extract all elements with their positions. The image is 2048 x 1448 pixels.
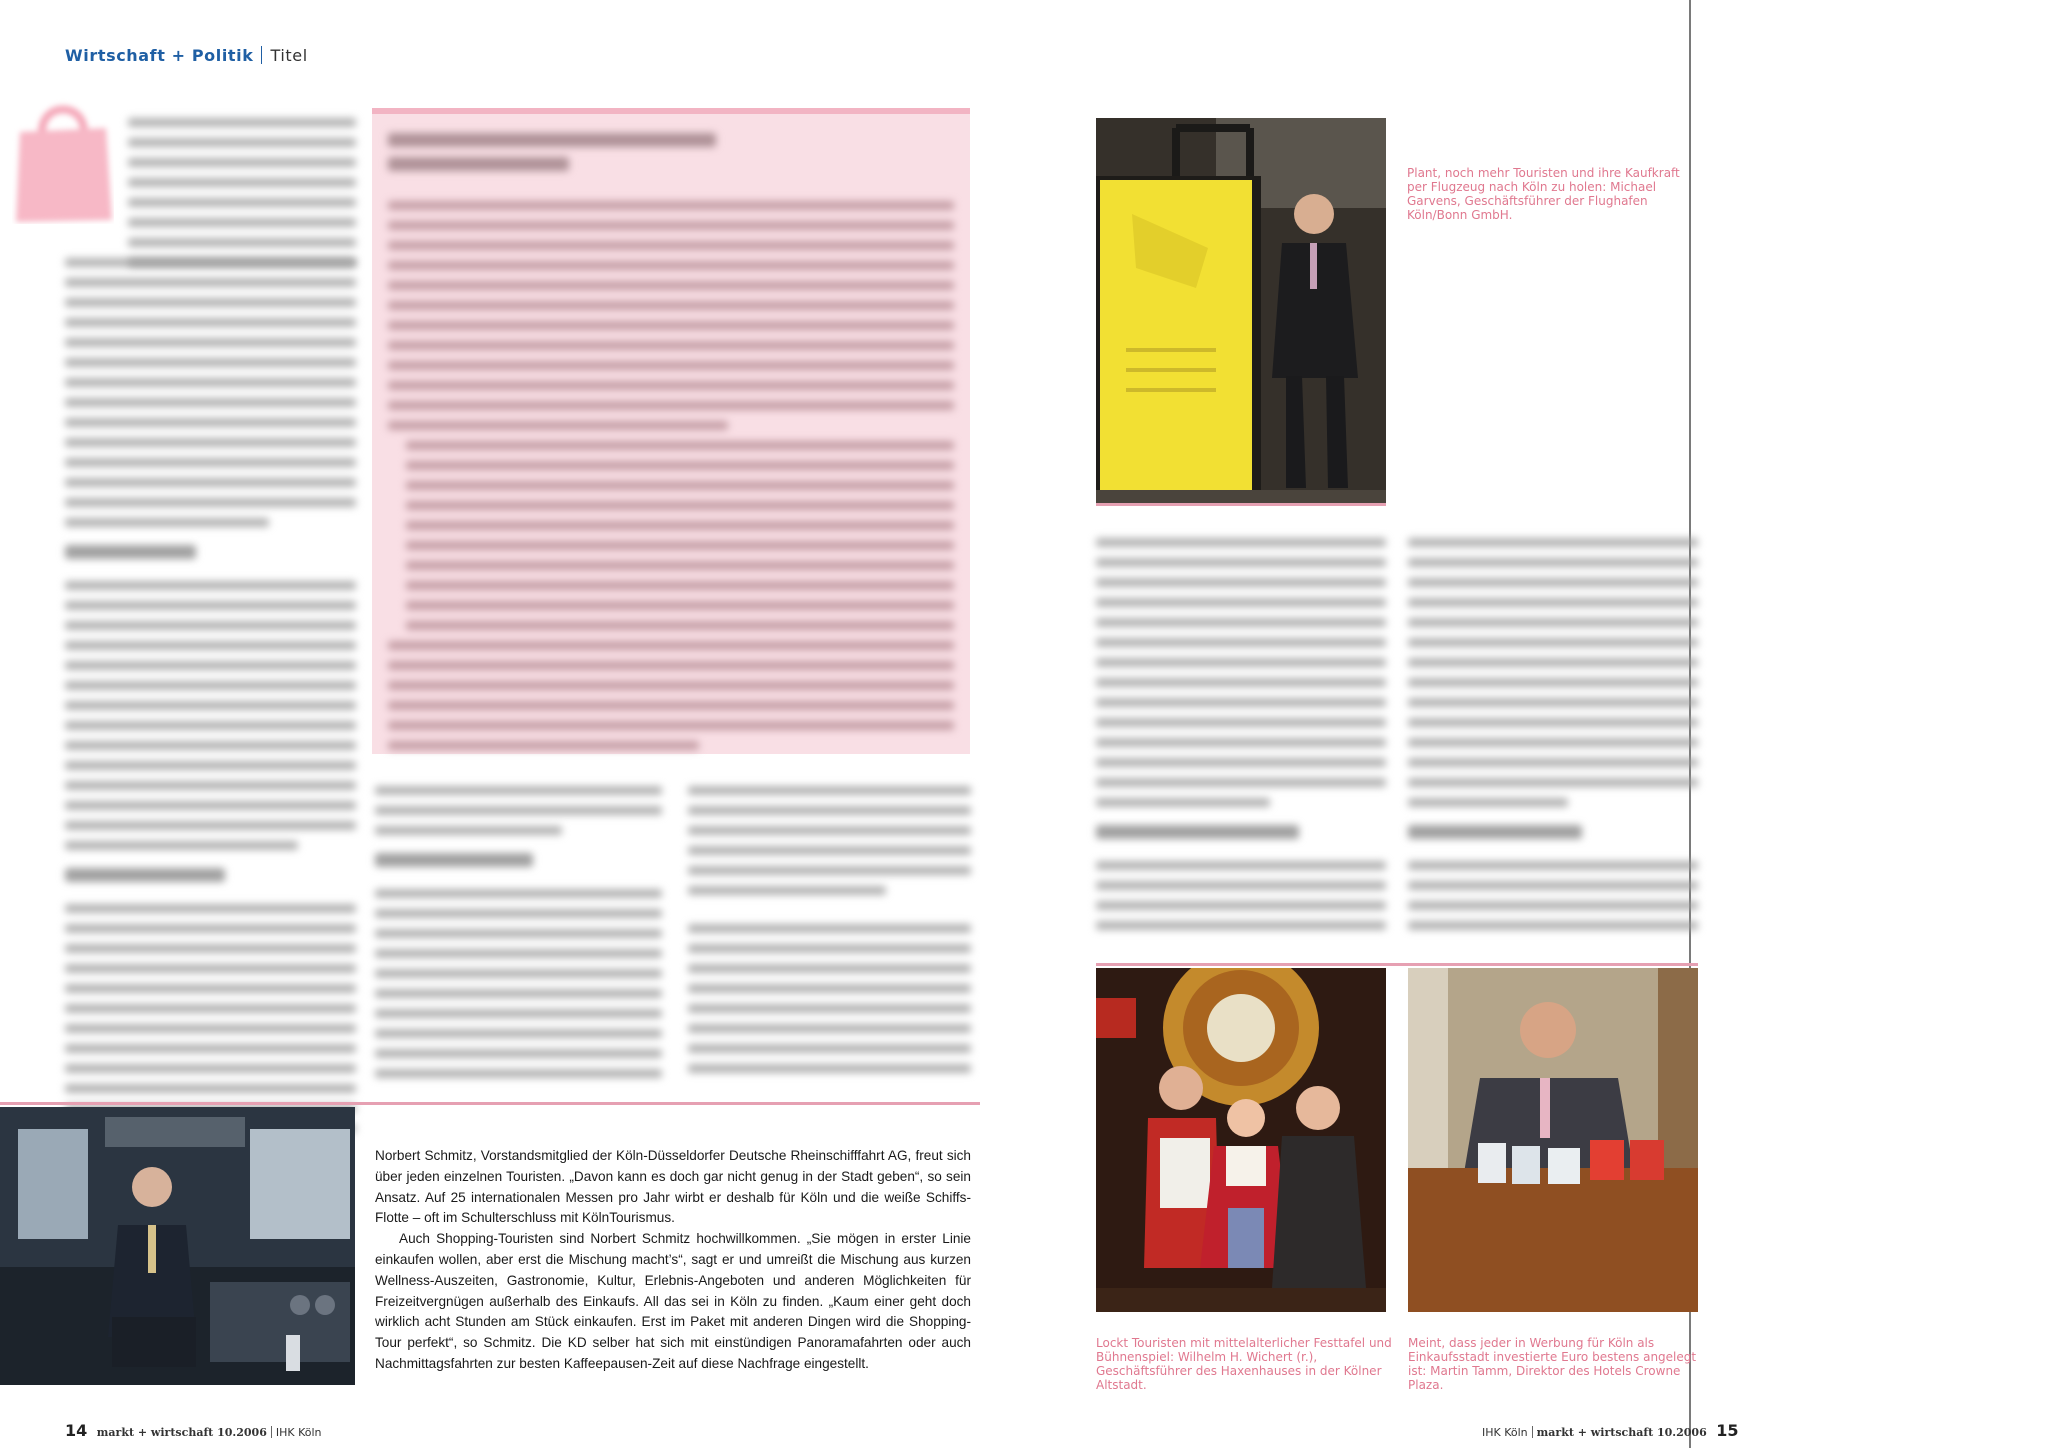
org-name-left: IHK Köln <box>275 1426 322 1439</box>
page-number-left: 14 <box>65 1421 88 1440</box>
footer-separator <box>1532 1426 1533 1438</box>
caption-airport: Plant, noch mehr Touristen und ihre Kaufkraft per Flugzeug nach Köln zu holen: Michael Garvens, Geschäftsführer der Flughafen Köln/Bonn GmbH. <box>1407 166 1680 222</box>
caption-haxenhaus: Lockt Touristen mit mittelalterlicher Festtafel und Bühnenspiel: Wilhelm H. Wichert (r.), Geschäftsführer des Haxenhauses in der Kölner Altstadt. <box>1096 1336 1392 1392</box>
bottom-photos-rule <box>1096 963 1698 966</box>
body-paragraph-1: Norbert Schmitz, Vorstandsmitglied der Köln-Düsseldorfer Deutsche Rheinschifffahrt AG, freut sich über jeden einzelnen Touristen. „Davon kann es doch gar nicht genug in der Stadt geben“, so sein Ansatz. Auf 25 internationalen Messen pro Jahr wirbt er deshalb für Köln und die weiße Schiffs-Flotte – oft im Schulterschluss mit KölnTourismus. <box>375 1148 971 1226</box>
magazine-name-right: markt + wirtschaft 10.2006 <box>1536 1426 1707 1439</box>
header-divider <box>261 46 262 64</box>
section-title: Wirtschaft + Politik <box>65 46 254 65</box>
blurred-text-column-4 <box>1096 538 1386 941</box>
photo-hotel-director <box>1408 968 1698 1312</box>
blurred-text-column-3 <box>688 786 971 1084</box>
photo-ship-bridge <box>0 1107 355 1385</box>
footer-separator <box>271 1426 272 1438</box>
haxenhaus-illustration <box>1096 968 1386 1312</box>
page-number-right: 15 <box>1716 1421 1739 1440</box>
ship-bridge-illustration <box>0 1107 355 1385</box>
footer-right <box>1482 1421 1739 1440</box>
bottom-section-rule <box>0 1102 980 1105</box>
org-name-right: IHK Köln <box>1482 1426 1528 1439</box>
airport-illustration <box>1096 118 1386 503</box>
blurred-text-column-5 <box>1408 538 1698 941</box>
body-paragraph-2: Auch Shopping-Touristen sind Norbert Schmitz hochwillkommen. „Sie mögen in erster Linie einkaufen wollen, aber erst die Mischung macht’s“, sagt er und umreißt die Mischung aus kurzen Wellness-Auszeiten, Gastronomie, Kultur, Erlebnis-Angeboten und anderen Möglichkeiten für Freizeitvergnügen außerhalb des Einkaufs. All das sei in Köln zu finden. „Kaum einer geht doch wirklich acht Stunden am Stück einkaufen. Erst im Paket mit anderen Dingen wird die Shopping-Tour perfekt“, so Schmitz. Die KD selber hat sich mit einstündigen Panoramafahrten oder auch Nachmittagsfahrten zur besten Kaffeepausen-Zeit auf diese Nachfrage eingestellt. <box>375 1231 971 1371</box>
footer-left <box>65 1421 322 1440</box>
blurred-text-column-2 <box>375 786 662 1089</box>
magazine-name-left: markt + wirtschaft 10.2006 <box>96 1426 267 1439</box>
blurred-text-column-1b <box>65 258 356 1144</box>
article-body <box>375 1146 971 1375</box>
info-box-blurred-text <box>388 133 954 761</box>
shopping-bag-icon <box>12 92 114 224</box>
caption-hotel: Meint, dass jeder in Werbung für Köln als Einkaufsstadt investierte Euro bestens angelegt ist: Martin Tamm, Direktor des Hotels Crowne Plaza. <box>1408 1336 1697 1392</box>
hotel-illustration <box>1408 968 1698 1312</box>
subsection-title: Titel <box>270 46 308 65</box>
section-header <box>65 46 308 65</box>
photo-airport-manager <box>1096 118 1386 503</box>
photo-haxenhaus <box>1096 968 1386 1312</box>
airport-photo-rule <box>1096 503 1386 506</box>
blurred-text-column-1 <box>128 118 356 278</box>
